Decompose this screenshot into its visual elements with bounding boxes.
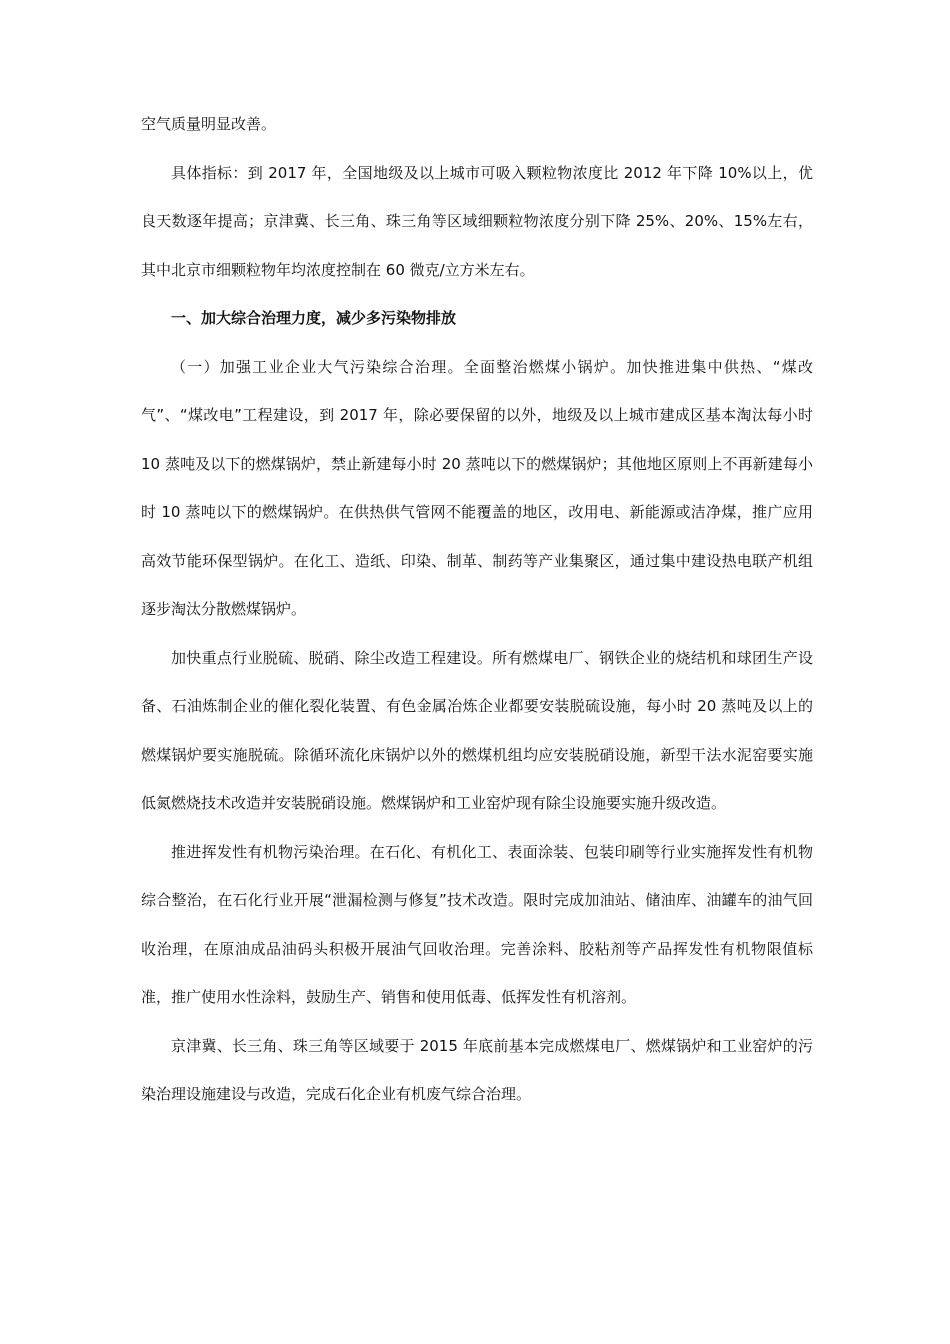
paragraph-desulfurization: 加快重点行业脱硫、脱硝、除尘改造工程建设。所有燃煤电厂、钢铁企业的烧结机和球团生产设备、石油炼制企业的催化裂化装置、有色金属冶炼企业都要安装脱硫设施，每小时 20 蒸吨及以上的燃煤锅炉要实施脱硫。除循环流化床锅炉以外的燃煤机组均应安装脱硝设施，新型干法水泥窑要实施低氮燃烧技术改造并安装脱硝设施。燃煤锅炉和工业窑炉现有除尘设施要实施升级改造。 — [141, 648, 813, 812]
paragraph-regional-deadline: 京津冀、长三角、珠三角等区域要于 2015 年底前基本完成燃煤电厂、燃煤锅炉和工业窑炉的污染治理设施建设与改造，完成石化企业有机废气综合治理。 — [141, 1036, 813, 1103]
document-body — [141, 100, 813, 1119]
section-heading: 一、加大综合治理力度，减少多污染物排放 — [171, 309, 457, 327]
paragraph-specific-targets: 具体指标：到 2017 年，全国地级及以上城市可吸入颗粒物浓度比 2012 年下降 10%以上，优良天数逐年提高；京津冀、长三角、珠三角等区域细颗粒物浓度分别下降 25%、20%、15%左右，其中北京市细颗粒物年均浓度控制在 60 微克/立方米左右。 — [141, 163, 813, 279]
paragraph-voc-control: 推进挥发性有机物污染治理。在石化、有机化工、表面涂装、包装印刷等行业实施挥发性有机物综合整治，在石化行业开展“泄漏检测与修复”技术改造。限时完成加油站、储油库、油罐车的油气回收治理，在原油成品油码头积极开展油气回收治理。完善涂料、胶粘剂等产品挥发性有机物限值标准，推广使用水性涂料，鼓励生产、销售和使用低毒、低挥发性有机溶剂。 — [141, 842, 813, 1006]
paragraph-industrial-governance: （一）加强工业企业大气污染综合治理。全面整治燃煤小锅炉。加快推进集中供热、“煤改气”、“煤改电”工程建设，到 2017 年，除必要保留的以外，地级及以上城市建成区基本淘汰每小时 10 蒸吨及以下的燃煤锅炉，禁止新建每小时 20 蒸吨以下的燃煤锅炉；其他地区原则上不再新建每小时 10 蒸吨以下的燃煤锅炉。在供热供气管网不能覆盖的地区，改用电、新能源或洁净煤，推广应用高效节能环保型锅炉。在化工、造纸、印染、制革、制药等产业集聚区，通过集中建设热电联产机组逐步淘汰分散燃煤锅炉。 — [141, 357, 813, 618]
paragraph-continuation: 空气质量明显改善。 — [141, 115, 277, 133]
